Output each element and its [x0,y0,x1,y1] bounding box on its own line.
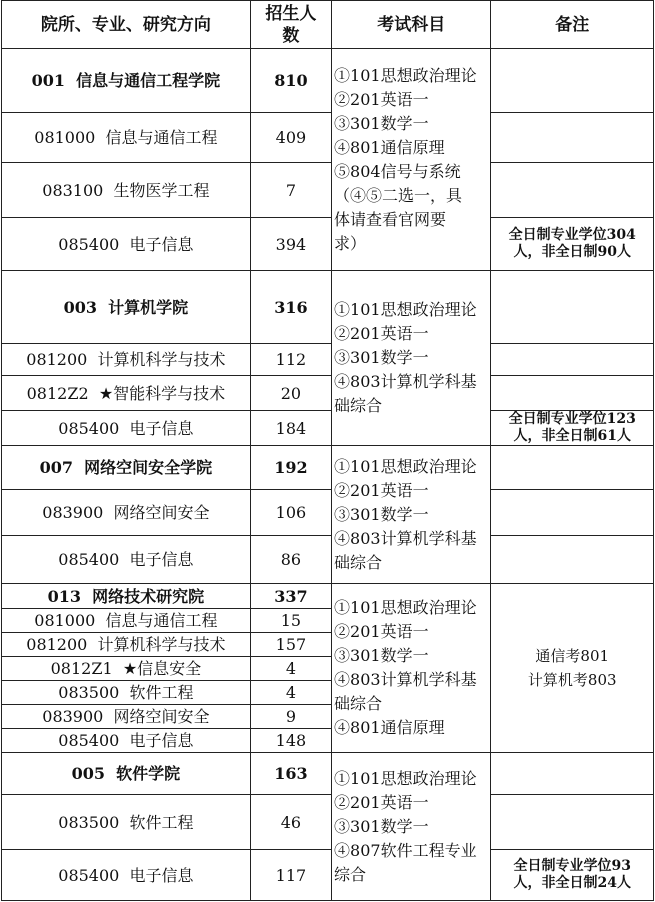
program-enrollment: 9 [250,705,331,729]
exam-subject-line: 体请查看官网要 [334,209,447,229]
note-line: 人，非全日制24人 [513,875,631,891]
note-cell [491,446,654,490]
exam-subjects [332,49,491,271]
table-body [2,49,654,901]
program-row [2,795,654,850]
school-name: 007 网络空间安全学院 [2,446,251,490]
program-name: 081000 信息与通信工程 [2,113,251,163]
program-enrollment: 15 [250,609,331,633]
exam-subjects [332,753,491,901]
program-enrollment: 7 [250,163,331,218]
school-row [2,753,654,795]
school-name: 003 计算机学院 [2,271,251,344]
exam-subject-line: ④803计算机学科基 [334,372,477,391]
note-line: 人，非全日制61人 [513,428,631,444]
exam-subject-line: 础综合 [334,396,383,415]
exam-subject-line: （④⑤二选一，具 [334,185,463,205]
note-line: 计算机考803 [527,671,617,689]
header-school-major: 院所、专业、研究方向 [2,1,251,49]
program-name: 081000 信息与通信工程 [2,609,251,633]
note-cell [491,795,654,850]
header-exam-subjects: 考试科目 [332,1,491,49]
exam-subject-line: ①101思想政治理论 [334,65,477,85]
note-cell [491,271,654,344]
exam-subject-line: ④801通信原理 [334,718,445,737]
program-row [2,850,654,901]
exam-subject-line: ④807软件工程专业 [334,840,477,860]
exam-subject-line: ④803计算机学科基 [334,670,477,689]
program-enrollment: 46 [250,795,331,850]
program-name: 0812Z1 ★信息安全 [2,657,251,681]
note-cell [491,113,654,163]
note-line: 全日制专业学位304 [508,227,636,243]
program-enrollment: 409 [250,113,331,163]
exam-subjects [332,446,491,584]
exam-subject-line: ③301数学一 [334,646,429,665]
exam-subject-line: ④801通信原理 [334,137,445,157]
exam-subject-line: ②201英语一 [334,480,429,500]
program-row [2,113,654,163]
program-name: 085400 电子信息 [2,218,251,271]
school-enrollment: 163 [250,753,331,795]
note-cell [491,490,654,536]
program-name: 083900 网络空间安全 [2,705,251,729]
exam-subject-line: 础综合 [334,552,383,572]
program-enrollment: 117 [250,850,331,901]
school-name: 013 网络技术研究院 [2,584,251,609]
program-name: 083500 软件工程 [2,681,251,705]
school-row [2,584,654,609]
exam-subject-line: ③301数学一 [334,113,429,133]
program-enrollment: 157 [250,633,331,657]
exam-subject-line: ②201英语一 [334,324,429,343]
note-cell [491,850,654,901]
program-row [2,163,654,218]
program-name: 085400 电子信息 [2,411,251,446]
exam-subject-line: 础综合 [334,694,383,713]
exam-subject-line: ②201英语一 [334,622,429,641]
exam-subject-line: ③301数学一 [334,348,429,367]
note-line: 通信考801 [535,647,610,665]
exam-subject-line: ③301数学一 [334,816,429,836]
note-line: 人，非全日制90人 [513,244,631,260]
exam-subjects [332,271,491,446]
program-name: 085400 电子信息 [2,536,251,584]
program-name: 085400 电子信息 [2,729,251,753]
program-enrollment: 86 [250,536,331,584]
exam-subject-line: ②201英语一 [334,89,429,109]
exam-subject-line: ①101思想政治理论 [334,598,477,617]
note-cell [491,411,654,446]
school-enrollment: 316 [250,271,331,344]
school-name: 005 软件学院 [2,753,251,795]
program-row [2,411,654,446]
note-cell [491,218,654,271]
header-enrollment [250,1,331,49]
exam-subject-line: ①101思想政治理论 [334,768,477,788]
program-name: 083500 软件工程 [2,795,251,850]
program-enrollment: 148 [250,729,331,753]
exam-subject-line: ①101思想政治理论 [334,456,477,476]
exam-subject-line: ③301数学一 [334,504,429,524]
program-name: 083100 生物医学工程 [2,163,251,218]
note-cell [491,163,654,218]
exam-subject-line: 综合 [334,864,367,884]
program-name: 0812Z2 ★智能科学与技术 [2,376,251,411]
school-enrollment: 337 [250,584,331,609]
school-enrollment: 810 [250,49,331,113]
exam-subject-line: ⑤804信号与系统 [334,161,461,181]
program-enrollment: 4 [250,681,331,705]
program-row [2,490,654,536]
program-name: 081200 计算机科学与技术 [2,633,251,657]
program-enrollment: 106 [250,490,331,536]
note-cell [491,584,654,753]
school-row [2,49,654,113]
header-enrollment-line1: 招生人 [265,3,317,24]
exam-subjects [332,584,491,753]
admissions-table [1,0,654,901]
program-enrollment: 184 [250,411,331,446]
note-line: 全日制专业学位93 [513,858,631,874]
exam-subject-line: 求） [334,233,367,253]
program-enrollment: 112 [250,344,331,376]
header-row [2,1,654,49]
program-row [2,536,654,584]
note-cell [491,536,654,584]
program-row [2,376,654,411]
program-row [2,218,654,271]
program-name: 081200 计算机科学与技术 [2,344,251,376]
program-enrollment: 394 [250,218,331,271]
school-enrollment: 192 [250,446,331,490]
school-row [2,446,654,490]
exam-subject-line: ②201英语一 [334,792,429,812]
note-cell [491,49,654,113]
school-name: 001 信息与通信工程学院 [2,49,251,113]
note-cell [491,753,654,795]
program-enrollment: 20 [250,376,331,411]
note-cell [491,344,654,376]
exam-subject-line: ①101思想政治理论 [334,300,477,319]
program-row [2,344,654,376]
program-name: 083900 网络空间安全 [2,490,251,536]
program-enrollment: 4 [250,657,331,681]
school-row [2,271,654,344]
note-cell [491,376,654,411]
program-name: 085400 电子信息 [2,850,251,901]
header-enrollment-line2: 数 [282,25,300,46]
note-line: 全日制专业学位123 [508,411,636,427]
header-notes: 备注 [491,1,654,49]
exam-subject-line: ④803计算机学科基 [334,528,477,548]
